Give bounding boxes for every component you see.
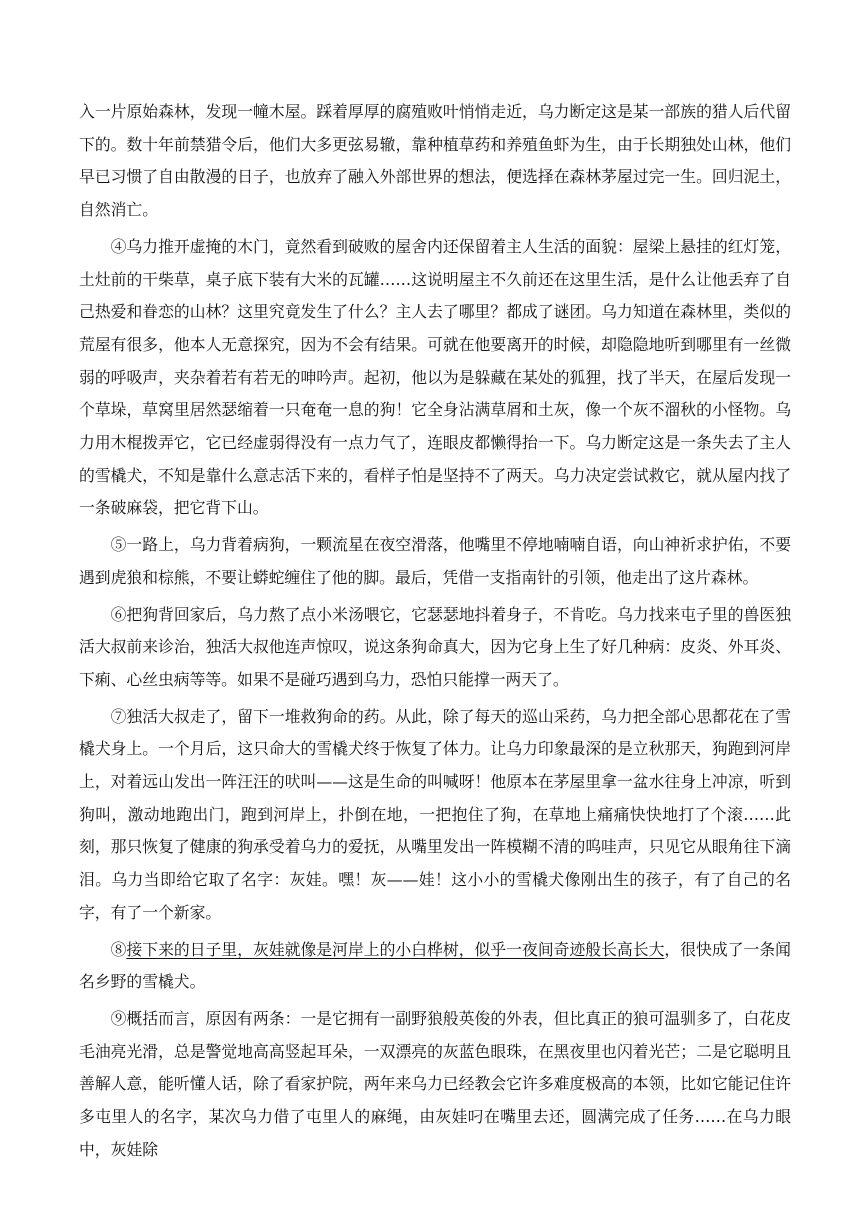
paragraph-8-underlined-sentence: 接下来的日子里，灰娃就像是河岸上的小白桦树，似乎一夜间奇迹般长高长大 (126, 939, 665, 959)
paragraph-6: ⑥把狗背回家后，乌力熬了点小米汤喂它，它瑟瑟地抖着身子，不肯吃。乌力找来屯子里的兽医独活大叔前来诊治，独活大叔他连声惊叹，说这条狗命真大，因为它身上生了好几种病：皮炎、外耳炎、下痢、心丝虫病等等。如果不是碰巧遇到乌力，恐怕只能撑一两天了。 (79, 604, 791, 689)
paragraph-7: ⑦独活大叔走了，留下一堆救狗命的药。从此，除了每天的巡山采药，乌力把全部心思都花在了雪橇犬身上。一个月后，这只命大的雪橇犬终于恢复了体力。让乌力印象最深的是立秋那天，狗跑到河岸上，对着远山发出一阵汪汪的吠叫——这是生命的叫喊呀！他原本在茅屋里拿一盆水往身上冲凉，听到狗叫，激动地跑出门，跑到河岸上，扑倒在地，一把抱住了狗，在草地上痛痛快快地打了个滚……此刻，那只恢复了健康的狗承受着乌力的爱抚，从嘴里发出一阵模糊不清的呜哇声，只见它从眼角往下滴泪。乌力当即给它取了名字：灰娃。嘿！灰——娃！这小小的雪橇犬像刚出生的孩子，有了自己的名字，有了一个新家。 (79, 706, 791, 922)
paragraph-4: ④乌力推开虚掩的木门，竟然看到破败的屋舍内还保留着主人生活的面貌：屋梁上悬挂的红灯笼，土灶前的干柴草，桌子底下装有大米的瓦罐……这说明屋主不久前还在这里生活，是什么让他丢弃了自己热爱和眷恋的山林？这里究竟发生了什么？主人去了哪里？都成了谜团。乌力知道在森林里，类似的荒屋有很多，他本人无意探究，因为不会有结果。可就在他要离开的时候，却隐隐地听到哪里有一丝微弱的呼吸声，夹杂着若有若无的呻吟声。起初，他以为是躲藏在某处的狐狸，找了半天，在屋后发现一个草垛，草窝里居然瑟缩着一只奄奄一息的狗！它全身沾满草屑和土灰，像一个灰不溜秋的小怪物。乌力用木棍拨弄它，它已经虚弱得没有一点力气了，连眼皮都懒得抬一下。乌力断定这是一条失去了主人的雪橇犬，不知是靠什么意志活下来的，看样子怕是坚持不了两天。乌力决定尝试救它，就从屋内找了一条破麻袋，把它背下山。 (79, 236, 791, 518)
paragraph-5: ⑤一路上，乌力背着病狗，一颗流星在夜空滑落，他嘴里不停地喃喃自语，向山神祈求护佑，不要遇到虎狼和棕熊，不要让蟒蛇缠住了他的脚。最后，凭借一支指南针的引领，他走出了这片森林。 (79, 535, 791, 587)
paragraph-8-number: ⑧ (110, 939, 127, 959)
paragraph-continued: 入一片原始森林，发现一幢木屋。踩着厚厚的腐殖败叶悄悄走近，乌力断定这是某一部族的猎人后代留下的。数十年前禁猎令后，他们大多更弦易辙，靠种植草药和养殖鱼虾为生，由于长期独处山林，他们早已习惯了自由散漫的日子，也放弃了融入外部世界的想法，便选择在森林茅屋过完一生。回归泥土，自然消亡。 (79, 102, 791, 220)
paragraph-8 (79, 934, 791, 999)
document-page (79, 96, 791, 1171)
paragraph-9: ⑨概括而言，原因有两条：一是它拥有一副野狼般英俊的外表，但比真正的狼可温驯多了，白花皮毛油亮光滑，总是警觉地高高竖起耳朵，一双漂亮的灰蓝色眼珠，在黑夜里也闪着光芒；二是它聪明且善解人意，能听懂人话，除了看家护院，两年来乌力已经教会它许多难度极高的本领，比如它能记住许多屯里人的名字，某次乌力借了屯里人的麻绳，由灰娃叼在嘴里去还，圆满完成了任务……在乌力眼中，灰娃除 (79, 1008, 791, 1159)
paragraph-8-rest: ，很快成了一条闻名乡野的雪橇犬。 (79, 939, 791, 992)
